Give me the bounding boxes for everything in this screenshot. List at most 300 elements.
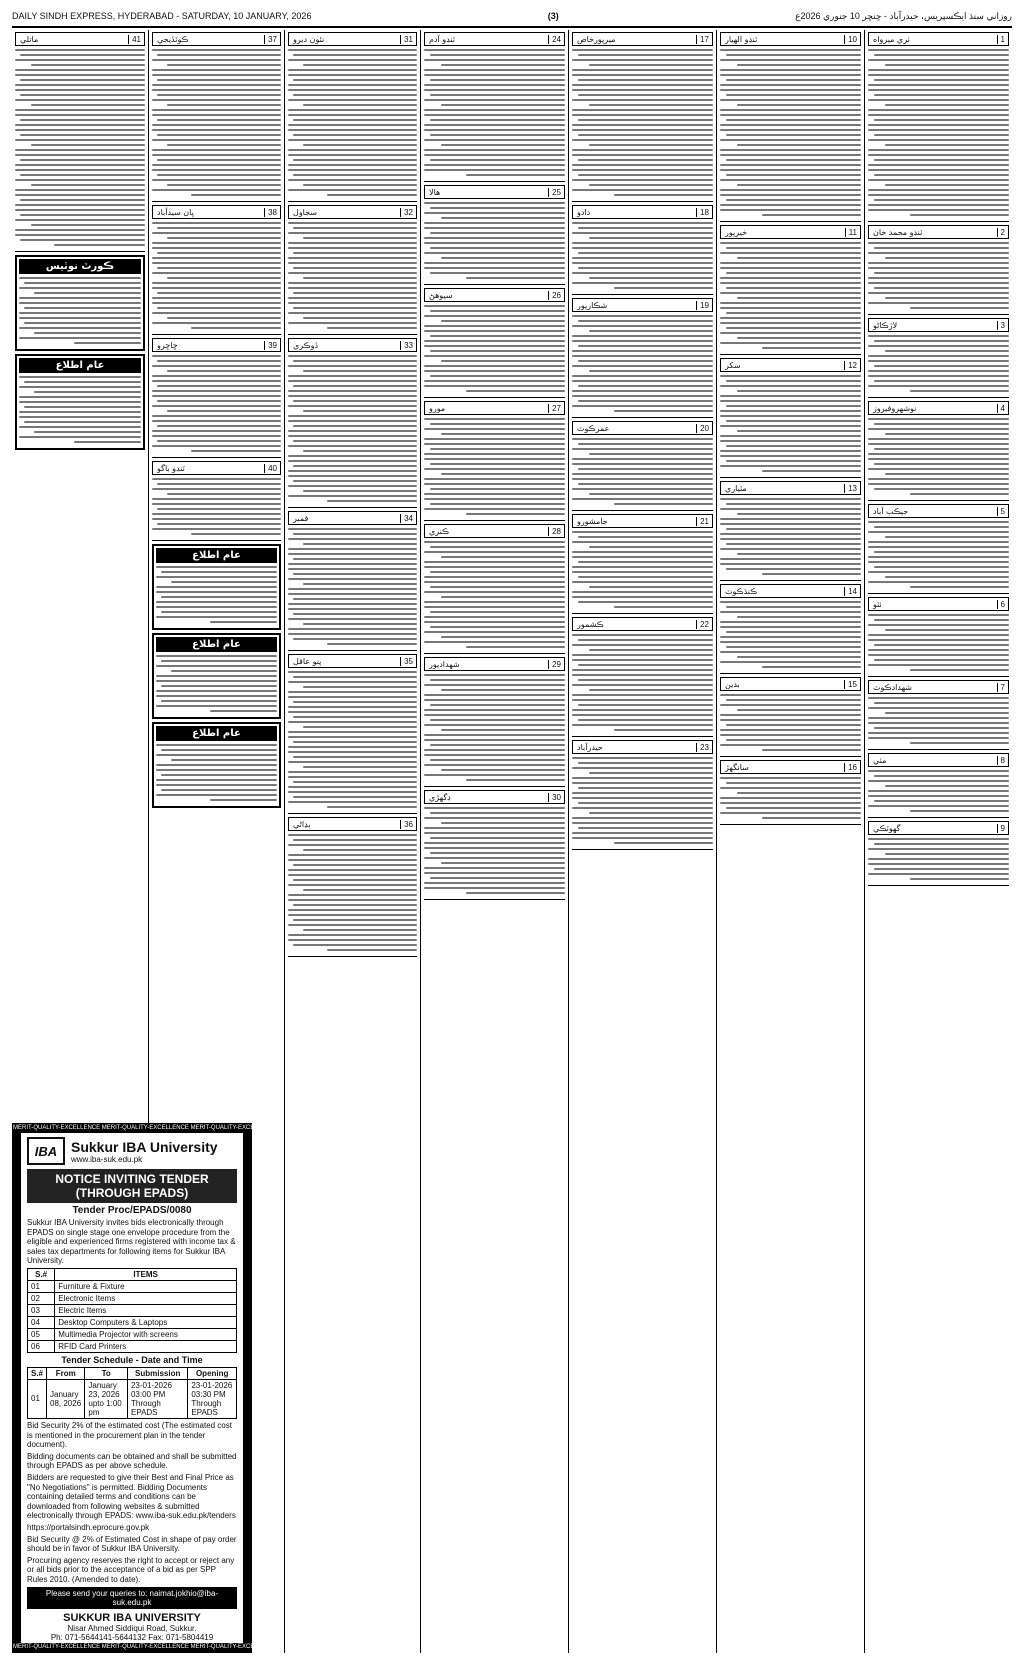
article-body-text [424,418,565,515]
text-line [424,601,565,603]
text-line [152,420,281,422]
news-article [868,504,1009,594]
text-line [885,576,1009,578]
text-line [874,775,1009,777]
text-line [720,124,861,126]
text-line [424,508,565,510]
article-body-text [720,601,861,668]
text-line [430,272,565,274]
text-line [572,659,713,661]
text-line [15,179,145,181]
article-dateline: ڊگهڙي [429,792,451,802]
article-header [868,504,1009,518]
article-dateline: قمبر [293,513,309,523]
text-line [885,785,1009,787]
text-line [424,764,565,766]
article-header [424,524,565,538]
page-number: (3) [547,11,559,21]
text-line [874,619,1009,621]
text-line [726,568,861,570]
text-line [720,375,861,377]
text-line [868,345,1009,347]
text-line [156,779,277,781]
text-line [868,571,1009,573]
text-line [152,513,281,515]
text-line [614,194,713,196]
text-line [288,548,417,550]
article-body-text [720,498,861,575]
advert-header [27,1137,237,1165]
schedule-col-opening: Opening [188,1367,237,1379]
text-line [868,252,1009,254]
article-body-text [288,834,417,951]
text-line [720,415,861,417]
text-line [885,536,1009,538]
bidding-documents-note: Bidding documents can be obtained and shall be submitted through EPADS as per above schedule. [27,1451,237,1471]
article-number: 39 [264,341,280,350]
text-line [868,189,1009,191]
text-line [430,159,565,161]
article-body-text [424,541,565,648]
article-header [572,298,713,312]
tender-reference: Tender Proc/EPADS/0080 [72,1205,192,1216]
text-line [424,867,565,869]
text-line [31,184,145,186]
text-line [572,350,713,352]
text-line [430,79,565,81]
text-line [152,69,281,71]
text-line [152,322,281,324]
text-line [572,365,713,367]
notice-title: عام اطلاع [156,637,277,652]
text-line [152,257,281,259]
text-line [441,769,565,771]
public-notice [152,722,281,808]
article-header [288,338,417,352]
text-line [874,843,1009,845]
text-line [288,149,417,151]
article-header [868,225,1009,239]
text-line [424,345,565,347]
article-dateline: مٽياري [725,483,747,493]
news-article [868,225,1009,315]
article-header [424,401,565,415]
text-line [19,297,141,299]
pay-order-note: Bid Security @ 2% of Estimated Cost in shape of pay order should be in favor of Sukkur IBA University. [27,1534,237,1554]
text-line [726,405,861,407]
text-line [424,591,565,593]
text-line [424,566,565,568]
article-header [424,32,565,46]
text-line [20,79,145,81]
text-line [288,109,417,111]
article-dateline: ڏوڪري [293,340,319,350]
text-line [572,571,713,573]
text-line [288,776,417,778]
text-line [874,287,1009,289]
text-line [572,797,713,799]
text-line [293,94,417,96]
items-row [28,1292,237,1304]
article-number: 30 [548,793,564,802]
article-header [152,338,281,352]
text-line [288,721,417,723]
text-line [466,779,565,781]
text-line [31,104,145,106]
text-line [15,59,145,61]
article-dateline: ماتلي [20,34,39,44]
article-dateline: سکر [725,360,741,370]
text-line [868,561,1009,563]
text-line [424,774,565,776]
text-line [293,839,417,841]
text-line [157,385,281,387]
article-body-text [868,770,1009,812]
text-line [578,664,713,666]
text-line [34,292,141,294]
text-line [578,827,713,829]
iba-logo: IBA [27,1137,65,1165]
article-dateline: ٺري ميرواه [873,34,910,44]
item-name: Multimedia Projector with screens [55,1328,237,1340]
text-line [578,360,713,362]
text-line [868,385,1009,387]
text-line [15,194,145,196]
article-dateline: ٽنڊو باگو [157,463,185,473]
text-line [15,124,145,126]
text-line [762,666,861,668]
text-line [152,415,281,417]
text-line [19,396,141,398]
text-line [288,302,417,304]
text-line [288,247,417,249]
text-line [20,134,145,136]
text-line [424,330,565,332]
text-line [288,49,417,51]
text-line [293,385,417,387]
text-line [152,232,281,234]
text-line [293,465,417,467]
text-line [572,179,713,181]
text-line [424,418,565,420]
article-number: 22 [696,620,712,629]
column-1 [864,30,1012,1653]
text-line [726,420,861,422]
text-line [303,184,417,186]
text-line [885,297,1009,299]
text-line [424,453,565,455]
text-line [885,433,1009,435]
text-line [424,684,565,686]
text-line [15,69,145,71]
text-line [737,257,861,259]
text-line [424,262,565,264]
schedule-cell: January 08, 2026 [47,1379,85,1418]
text-line [424,99,565,101]
text-line [726,287,861,289]
text-line [303,277,417,279]
items-col-item: ITEMS [55,1268,237,1280]
text-line [868,418,1009,420]
text-line [720,84,861,86]
article-number: 11 [845,228,860,237]
article-number: 25 [548,188,564,197]
text-line [288,914,417,916]
advert-footer [27,1612,237,1642]
text-line [720,548,861,550]
text-line [191,533,281,535]
text-line [578,639,713,641]
notice-title: ڪورٽ نوٽيس [19,259,141,274]
article-number: 31 [400,35,416,44]
text-line [15,89,145,91]
text-line [15,229,145,231]
news-article [424,790,565,900]
article-header [424,288,565,302]
text-line [726,327,861,329]
article-dateline: عمرڪوٽ [577,423,610,433]
text-line [720,114,861,116]
eprocure-link[interactable]: https://portalsindh.eprocure.gov.pk [27,1522,150,1532]
news-article [720,677,861,757]
text-line [868,59,1009,61]
text-line [720,812,861,814]
text-line [572,551,713,553]
text-line [156,769,277,771]
text-line [288,222,417,224]
news-article [868,32,1009,222]
text-line [152,287,281,289]
article-header [868,401,1009,415]
text-line [288,909,417,911]
footer-phone: Ph: 071-5644141-5644132 Fax: 071-5804419 [50,1633,214,1643]
text-line [156,680,277,682]
news-article [424,401,565,521]
masthead-english: DAILY SINDH EXPRESS, HYDERABAD - SATURDAY, 10 JANUARY, 2026 [12,11,312,21]
text-line [15,209,145,211]
text-line [572,777,713,779]
text-line [868,458,1009,460]
text-line [288,899,417,901]
article-body-text [15,49,145,246]
text-line [424,74,565,76]
text-line [430,586,565,588]
text-line [19,376,141,378]
text-line [720,641,861,643]
article-number: 24 [548,35,564,44]
text-line [288,801,417,803]
text-line [24,322,141,324]
text-line [572,262,713,264]
text-line [726,380,861,382]
text-line [578,802,713,804]
text-line [868,267,1009,269]
text-line [424,734,565,736]
text-line [288,470,417,472]
text-line [726,199,861,201]
text-line [303,64,417,66]
text-line [885,144,1009,146]
text-line [720,179,861,181]
schedule-col-to: To [85,1367,128,1379]
article-body-text [424,305,565,392]
text-line [288,859,417,861]
text-line [572,782,713,784]
news-article [152,338,281,458]
footer-university-name: SUKKUR IBA UNIVERSITY [63,1612,201,1625]
text-line [885,184,1009,186]
text-line [868,722,1009,724]
column-2 [716,30,864,1653]
text-line [424,561,565,563]
text-line [441,320,565,322]
text-line [152,129,281,131]
text-line [430,335,565,337]
text-line [288,420,417,422]
text-line [874,365,1009,367]
text-line [578,601,713,603]
text-line [578,576,713,578]
text-line [868,154,1009,156]
text-line [572,395,713,397]
text-line [156,744,277,746]
text-line [156,655,277,657]
article-number: 10 [844,35,860,44]
article-header [572,617,713,631]
text-line [288,114,417,116]
text-line [578,679,713,681]
article-dateline: ڀان سيدآباد [157,207,194,217]
news-article [572,32,713,202]
text-line [868,242,1009,244]
text-line [441,689,565,691]
text-line [288,460,417,462]
text-line [441,596,565,598]
text-line [15,169,145,171]
text-line [726,739,861,741]
text-line [868,780,1009,782]
article-header [288,205,417,219]
advert-body [21,1133,243,1643]
text-line [868,483,1009,485]
text-line [327,194,417,196]
text-line [868,654,1009,656]
article-number: 28 [548,527,564,536]
text-line [874,463,1009,465]
text-line [430,611,565,613]
text-line [726,445,861,447]
article-number: 1 [997,35,1008,44]
text-line [868,468,1009,470]
article-number: 26 [548,291,564,300]
article-number: 41 [128,35,144,44]
text-line [424,857,565,859]
text-line [15,99,145,101]
news-article [288,205,417,335]
text-line [572,699,713,701]
text-line [868,664,1009,666]
text-line [20,119,145,121]
text-line [424,124,565,126]
text-line [572,139,713,141]
news-article [288,817,417,957]
text-line [868,531,1009,533]
text-line [156,616,277,618]
article-body-text [868,49,1009,216]
text-line [572,714,713,716]
news-article [572,298,713,418]
item-sno: 05 [28,1328,55,1340]
text-line [424,227,565,229]
news-article [572,740,713,850]
text-line [424,606,565,608]
schedule-table-header [28,1367,237,1379]
text-line [167,64,281,66]
article-header [868,753,1009,767]
text-line [441,862,565,864]
text-line [737,792,861,794]
text-line [868,129,1009,131]
text-line [720,734,861,736]
text-line [441,556,565,558]
text-line [737,184,861,186]
text-line [19,436,141,438]
text-line [327,949,417,951]
news-article [288,338,417,508]
text-line [910,586,1009,588]
items-row [28,1304,237,1316]
text-line [868,556,1009,558]
text-line [874,199,1009,201]
text-line [152,74,281,76]
article-dateline: ميرپورخاص [577,34,616,44]
text-line [885,257,1009,259]
article-dateline: خيرپور [725,227,747,237]
text-line [578,704,713,706]
text-line [466,390,565,392]
text-line [424,305,565,307]
text-line [424,325,565,327]
text-line [868,737,1009,739]
text-line [288,395,417,397]
items-table [27,1268,237,1353]
text-line [152,430,281,432]
article-number: 34 [400,514,416,523]
text-line [288,89,417,91]
article-header [572,205,713,219]
article-header [288,511,417,525]
text-line [288,242,417,244]
news-article [868,401,1009,501]
text-line [868,194,1009,196]
text-line [720,317,861,319]
text-line [303,317,417,319]
text-line [441,217,565,219]
text-line [868,74,1009,76]
text-line [152,262,281,264]
text-line [424,832,565,834]
schedule-col-submission: Submission [127,1367,187,1379]
text-line [288,139,417,141]
text-line [424,428,565,430]
text-line [868,697,1009,699]
article-number: 2 [997,228,1008,237]
text-line [152,498,281,500]
text-line [572,69,713,71]
text-line [74,342,141,344]
news-article [572,421,713,511]
news-article [720,225,861,355]
